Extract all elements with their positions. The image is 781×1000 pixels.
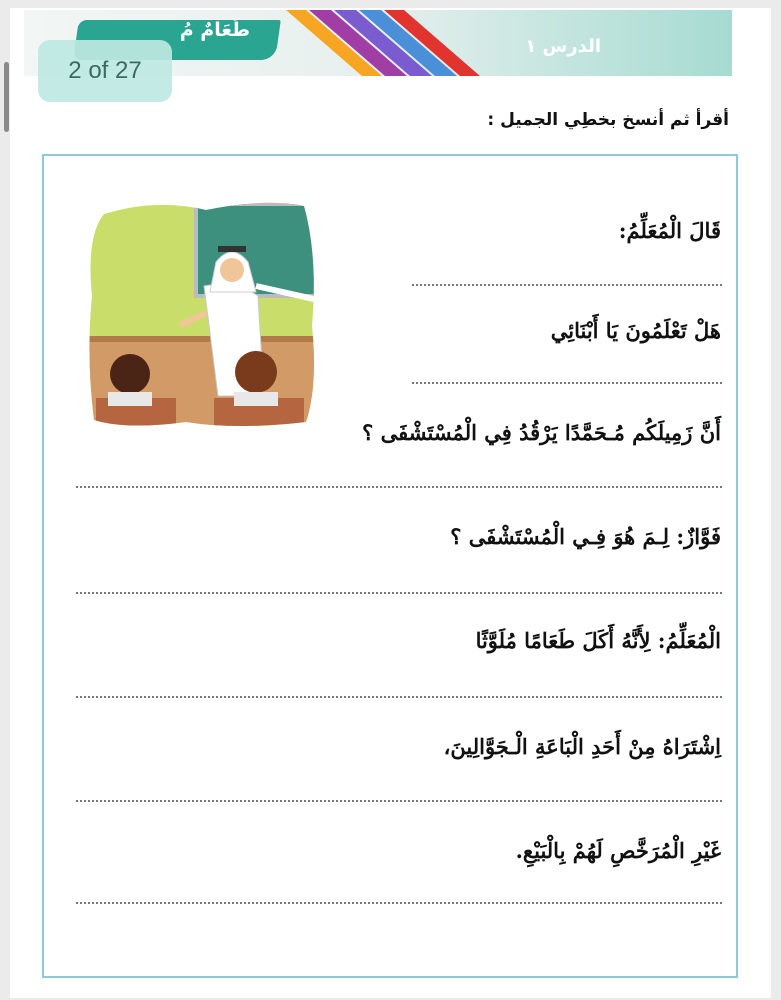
banner-title: طَعَامٌ مُ [179, 19, 250, 41]
teacher-illustration [86, 196, 318, 428]
lesson-number: الدرس ١ [525, 36, 601, 57]
writing-line-3[interactable] [76, 486, 722, 488]
text-line-3: أَنَّ زَمِيلَكُم مُـحَمَّدًا يَرْقُدُ فِي الْمُسْتَشْفَى ؟ [362, 420, 721, 445]
page-counter-badge: 2 of 27 [38, 40, 172, 102]
text-line-6: اِشْتَرَاهُ مِنْ أَحَدِ الْبَاعَةِ الْـجَوَّالِينَ، [443, 734, 721, 759]
text-line-1: قَالَ الْمُعَلِّمُ: [618, 218, 721, 243]
writing-line-5[interactable] [76, 696, 722, 698]
writing-line-7[interactable] [76, 902, 722, 904]
writing-line-6[interactable] [76, 800, 722, 802]
writing-line-4[interactable] [76, 592, 722, 594]
text-line-5: الْمُعَلِّمُ: لِأَنَّهُ أَكَلَ طَعَامًا مُلَوَّثًا [475, 628, 721, 653]
writing-line-2[interactable] [412, 382, 722, 384]
writing-line-1[interactable] [412, 284, 722, 286]
text-line-2: هَلْ تَعْلَمُونَ يَا أَبْنَائِي [550, 318, 721, 343]
scrollbar-thumb[interactable] [4, 62, 9, 132]
text-line-7: غَيْرِ الْمُرَخَّصِ لَهُمْ بِالْبَيْعِ. [515, 838, 721, 863]
instruction-text: أقرأ ثم أنسخ بخطِي الجميل : [487, 110, 729, 130]
text-line-4: فَوَّازٌ: لِـمَ هُوَ فِـي الْمُسْتَشْفَى ؟ [450, 524, 721, 549]
